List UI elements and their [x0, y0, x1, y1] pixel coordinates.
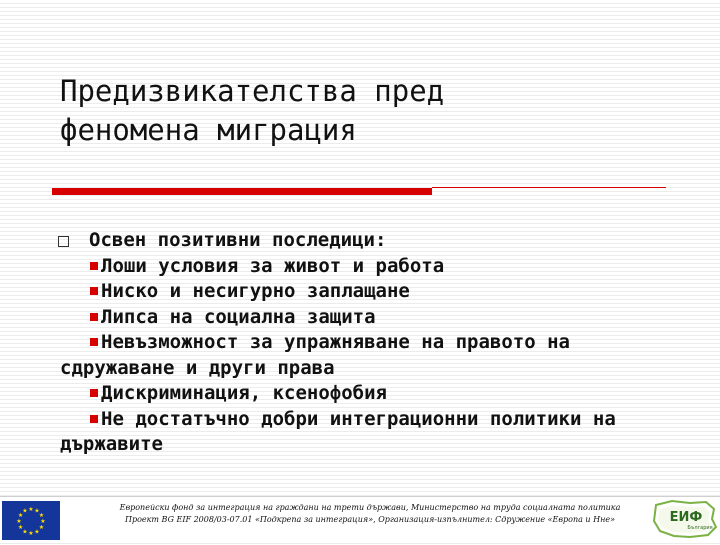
- red-square-bullet-icon: [90, 287, 98, 295]
- svg-text:★: ★: [22, 507, 28, 515]
- red-square-bullet-icon: [90, 313, 98, 321]
- lead-text: Освен позитивни последици:: [89, 229, 387, 251]
- svg-text:★: ★: [17, 524, 24, 531]
- svg-text:★: ★: [28, 530, 34, 537]
- footer-line-2: Проект BG EIF 2008/03-07.01 «Подкрепа за интеграция», Организация-изпълнител: Сдружение «Европа и Нне»: [124, 515, 615, 524]
- svg-text:★: ★: [16, 518, 22, 525]
- title-divider-thick: [52, 188, 432, 195]
- eu-flag-icon: [2, 501, 60, 540]
- list-item: Дискриминация, ксенофобия: [90, 381, 658, 407]
- slide-body: [58, 228, 658, 458]
- list-item: Не достатъчно добри интеграционни политики на държавите: [60, 407, 616, 455]
- list-item: Лоши условия за живот и работа: [90, 254, 658, 280]
- logo-subtext: България: [687, 525, 713, 531]
- lead-bullet: [58, 228, 658, 254]
- red-square-bullet-icon: [90, 262, 98, 270]
- title-line-2: феномена миграция: [60, 113, 357, 147]
- logo-text: ЕИФ: [669, 510, 703, 525]
- svg-text:★: ★: [38, 524, 45, 531]
- eu-stars-icon: [2, 501, 60, 540]
- title-divider-thin: [432, 187, 666, 188]
- list-item: Ниско и несигурно заплащане: [90, 279, 658, 305]
- eif-bulgaria-logo: [650, 497, 720, 541]
- red-square-bullet-icon: [90, 389, 98, 397]
- red-square-bullet-icon: [90, 415, 98, 423]
- footer-line-1: Европейски фонд за интеграция на граждани на трети държави, Министерство на труда социалната политика: [119, 503, 621, 512]
- svg-text:★: ★: [34, 528, 40, 536]
- slide-title: [60, 72, 660, 150]
- title-line-1: Предизвикателства пред: [60, 74, 445, 108]
- list-item: Невъзможност за упражняване на правото на сдружаване и други права: [60, 331, 570, 379]
- footer-credits: [100, 502, 640, 526]
- hollow-square-bullet-icon: [58, 236, 69, 247]
- red-square-bullet-icon: [90, 338, 98, 346]
- svg-text:★: ★: [28, 506, 34, 513]
- svg-text:★: ★: [22, 528, 28, 536]
- sub-bullet-list: [58, 254, 658, 458]
- list-item: Липса на социална защита: [90, 305, 658, 331]
- svg-text:★: ★: [38, 512, 45, 519]
- svg-text:★: ★: [40, 518, 46, 525]
- footer-bar: [0, 496, 720, 541]
- svg-text:★: ★: [17, 512, 24, 519]
- svg-text:★: ★: [34, 507, 40, 515]
